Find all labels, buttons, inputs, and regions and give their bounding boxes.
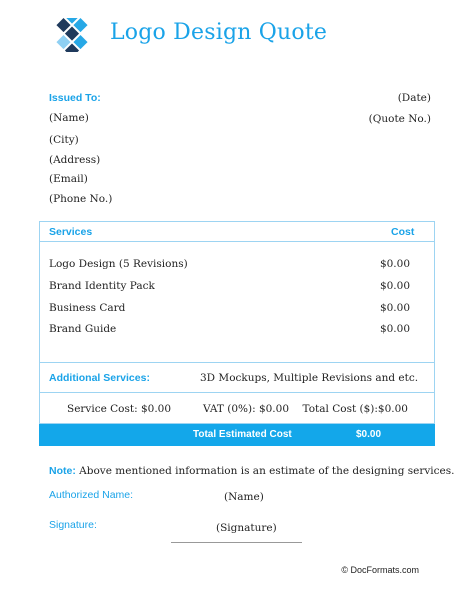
signature-value: (Signature) — [216, 522, 277, 534]
diamond-tile-logo-icon — [43, 18, 101, 52]
services-header-divider — [39, 241, 435, 242]
email-field: (Email) — [49, 173, 88, 185]
additional-services-value: 3D Mockups, Multiple Revisions and etc. — [200, 372, 419, 384]
service-item-name: Brand Guide — [49, 323, 117, 335]
authorized-name-label: Authorized Name: — [49, 489, 134, 501]
copyright-icon: © — [341, 565, 351, 575]
vat-summary: VAT (0%): $0.00 — [203, 403, 290, 415]
address-field: (Address) — [49, 154, 101, 166]
service-item-name: Brand Identity Pack — [49, 280, 155, 292]
signature-label: Signature: — [49, 519, 97, 531]
issued-to-label: Issued To: — [49, 92, 101, 104]
phone-field: (Phone No.) — [49, 193, 113, 205]
footer-brand-text: DocFormats.com — [350, 565, 419, 575]
service-item-cost: $0.00 — [379, 302, 410, 314]
total-estimated-value: $0.00 — [356, 429, 382, 440]
note-text: Above mentioned information is an estimate of the designing services. — [75, 465, 455, 477]
service-cost-summary: Service Cost: $0.00 — [67, 403, 172, 415]
service-item-cost: $0.00 — [379, 323, 410, 335]
service-item-name: Logo Design (5 Revisions) — [49, 258, 188, 270]
total-cost-summary: Total Cost ($):$0.00 — [302, 403, 408, 415]
authorized-name-value: (Name) — [224, 491, 264, 503]
total-estimated-label: Total Estimated Cost — [193, 429, 292, 440]
date-field: (Date) — [397, 92, 431, 104]
signature-line — [171, 542, 302, 543]
page-title: Logo Design Quote — [110, 20, 328, 45]
services-divider — [39, 362, 435, 363]
note-label: Note: — [49, 465, 76, 477]
note — [49, 465, 455, 477]
service-item-cost: $0.00 — [379, 280, 410, 292]
footer-brand[interactable] — [341, 565, 419, 575]
additional-services-label: Additional Services: — [49, 372, 150, 384]
cost-header: Cost — [391, 226, 415, 238]
city-field: (City) — [49, 134, 79, 146]
service-item-name: Business Card — [49, 302, 126, 314]
service-item-cost: $0.00 — [379, 258, 410, 270]
total-estimated-bar — [39, 424, 435, 446]
name-field: (Name) — [49, 112, 89, 124]
services-header: Services — [49, 226, 93, 238]
additional-divider — [39, 392, 435, 393]
quote-no-field: (Quote No.) — [368, 113, 431, 125]
